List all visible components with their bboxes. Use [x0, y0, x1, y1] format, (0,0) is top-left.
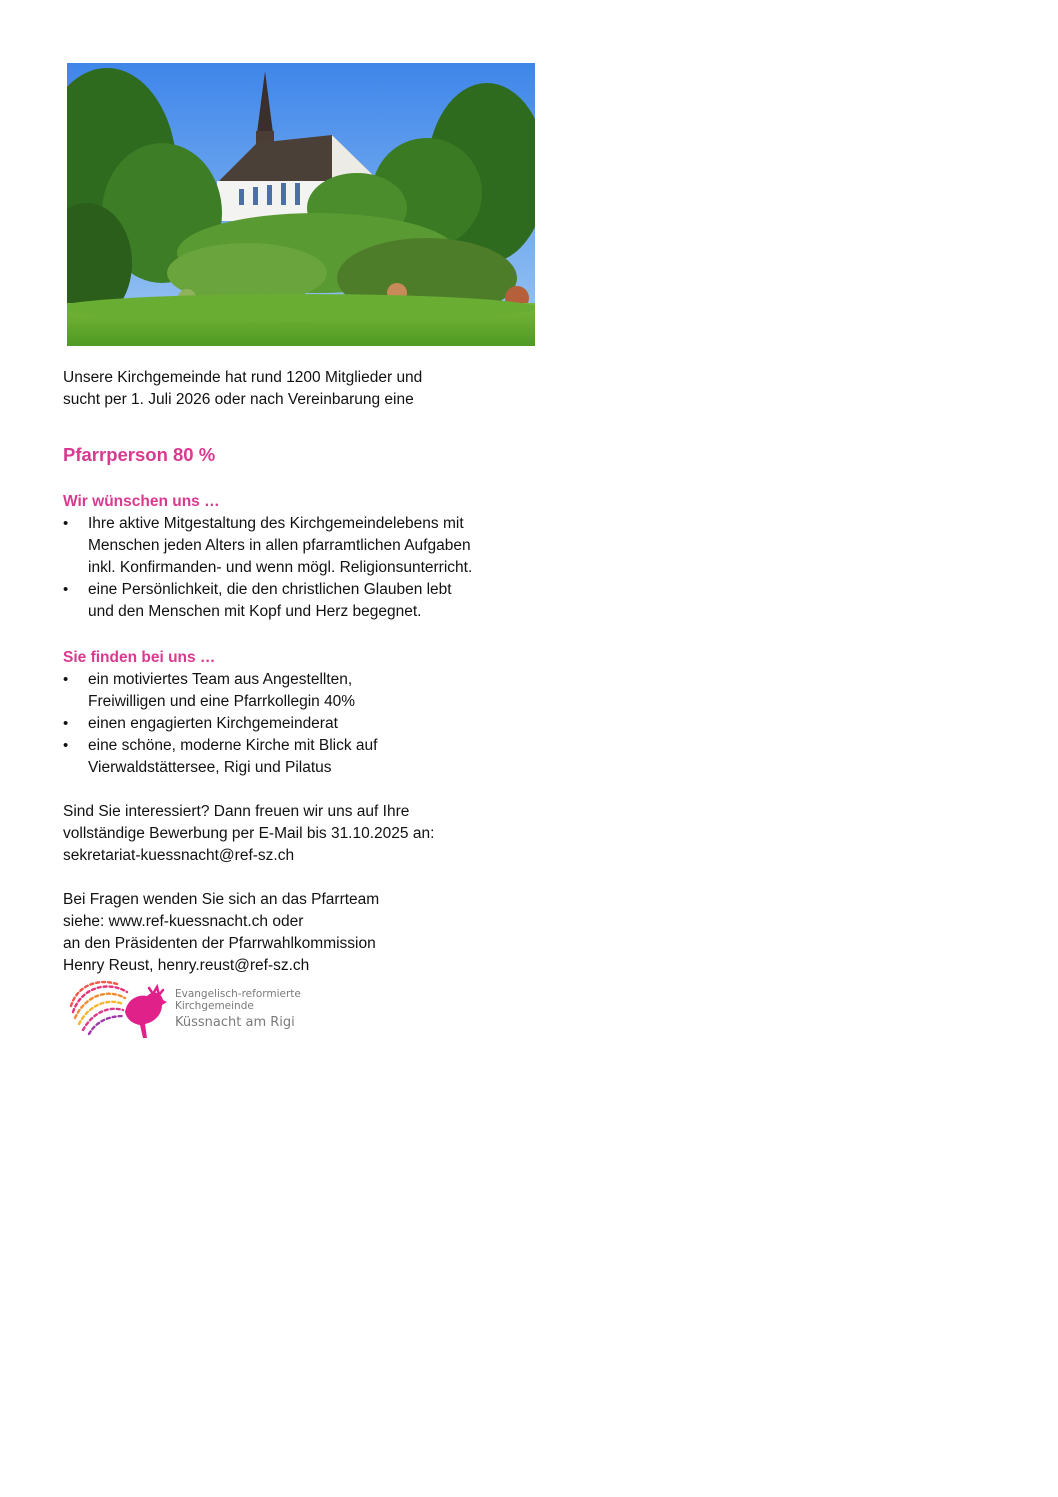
- logo-line: Evangelisch-reformierte: [175, 988, 301, 1000]
- church-photo: [67, 63, 535, 346]
- list-item-line: und den Menschen mit Kopf und Herz begegnet.: [88, 603, 422, 620]
- rooster-icon: [67, 978, 173, 1044]
- list-item: [63, 669, 533, 713]
- job-title: Pfarrperson 80 %: [63, 444, 216, 465]
- list-item: [63, 735, 533, 779]
- list-item-line: • eine Persönlichkeit, die den christlichen Glauben lebt: [88, 581, 452, 598]
- contact-text: [63, 889, 533, 977]
- contact-email-link[interactable]: Henry Reust, henry.reust@ref-sz.ch: [63, 957, 310, 974]
- application-line: vollständige Bewerbung per E-Mail bis 31.10.2025 an:: [63, 825, 435, 842]
- contact-line: Bei Fragen wenden Sie sich an das Pfarrteam: [63, 891, 380, 908]
- intro-text: [63, 367, 533, 411]
- list-item: [63, 579, 533, 623]
- list-item-line: Freiwilligen und eine Pfarrkollegin 40%: [88, 693, 356, 710]
- contact-line: an den Präsidenten der Pfarrwahlkommission: [63, 935, 376, 952]
- list-item-line: inkl. Konfirmanden- und wenn mögl. Religionsunterricht.: [88, 559, 473, 576]
- logo-line: Küssnacht am Rigi: [175, 1015, 295, 1030]
- logo-line: Kirchgemeinde: [175, 1000, 254, 1012]
- list-item: [63, 513, 533, 579]
- church-logo: [67, 978, 317, 1044]
- intro-line: Unsere Kirchgemeinde hat rund 1200 Mitglieder und: [63, 369, 423, 386]
- logo-wordmark: [175, 988, 301, 1032]
- list-item-line: Menschen jeden Alters in allen pfarramtlichen Aufgaben: [88, 537, 471, 554]
- list-item-line: • ein motiviertes Team aus Angestellten,: [88, 671, 353, 688]
- list-item: [63, 713, 533, 735]
- offer-list: [63, 669, 533, 779]
- application-text: [63, 801, 533, 867]
- list-item-line: • eine schöne, moderne Kirche mit Blick auf: [88, 737, 378, 754]
- application-line: Sind Sie interessiert? Dann freuen wir uns auf Ihre: [63, 803, 410, 820]
- list-item-line: • einen engagierten Kirchgemeinderat: [88, 715, 338, 732]
- wishes-heading: Wir wünschen uns …: [63, 493, 220, 510]
- intro-line: sucht per 1. Juli 2026 oder nach Vereinbarung eine: [63, 391, 414, 408]
- job-posting: [63, 367, 533, 977]
- offer-heading: Sie finden bei uns …: [63, 649, 216, 666]
- list-item-line: • Ihre aktive Mitgestaltung des Kirchgemeindelebens mit: [88, 515, 464, 532]
- application-email-link[interactable]: sekretariat-kuessnacht@ref-sz.ch: [63, 847, 295, 864]
- wishes-list: [63, 513, 533, 623]
- list-item-line: Vierwaldstättersee, Rigi und Pilatus: [88, 759, 332, 776]
- contact-website-link[interactable]: siehe: www.ref-kuessnacht.ch oder: [63, 913, 304, 930]
